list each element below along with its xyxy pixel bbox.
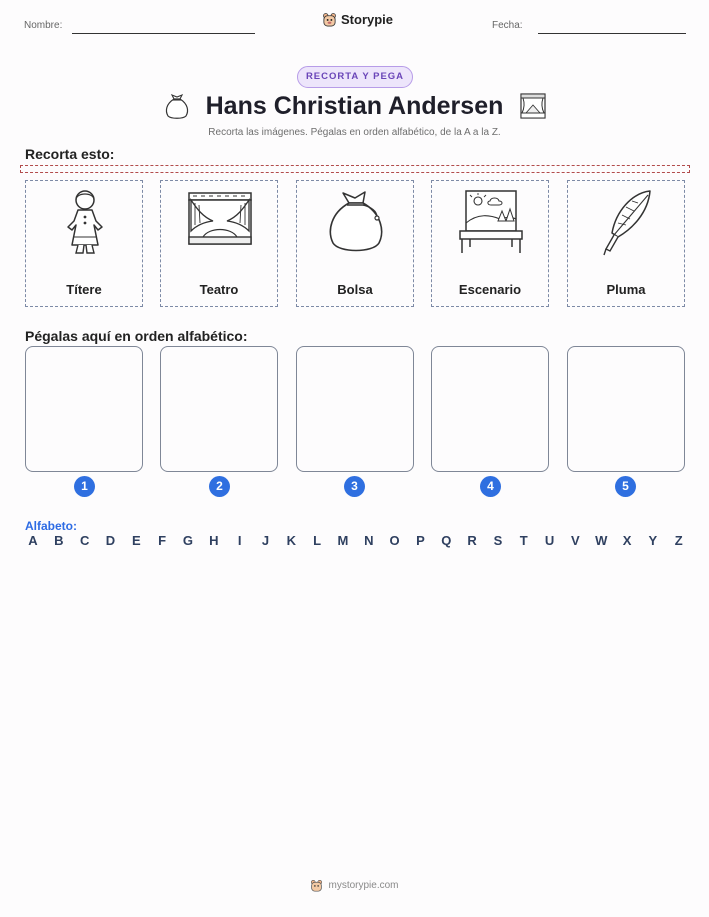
alphabet-letter: Q bbox=[441, 533, 452, 548]
alphabet-letter: E bbox=[131, 533, 141, 548]
number-badge-4: 4 bbox=[480, 476, 501, 497]
alphabet-letter: Y bbox=[648, 533, 658, 548]
cut-card-theater[interactable] bbox=[160, 180, 278, 307]
alphabet-letter: C bbox=[79, 533, 90, 548]
alphabet-row bbox=[26, 533, 686, 548]
alphabet-letter: M bbox=[337, 533, 349, 548]
paste-box-4[interactable] bbox=[431, 346, 549, 472]
brand-logo bbox=[322, 12, 393, 27]
alphabet-letter: F bbox=[158, 533, 167, 548]
alphabet-letter: G bbox=[182, 533, 194, 548]
alphabet-letter: J bbox=[261, 533, 270, 548]
number-badge-1: 1 bbox=[74, 476, 95, 497]
activity-badge: RECORTA Y PEGA bbox=[297, 66, 413, 88]
paste-box-1[interactable] bbox=[25, 346, 143, 472]
brand-name: Storypie bbox=[341, 12, 394, 27]
number-badge-3: 3 bbox=[344, 476, 365, 497]
storypie-logo-icon bbox=[310, 879, 323, 892]
name-line[interactable] bbox=[72, 33, 255, 34]
number-badge-5: 5 bbox=[615, 476, 636, 497]
alphabet-letter: D bbox=[105, 533, 116, 548]
instructions: Recorta las imágenes. Pégalas en orden alfabético, de la A a la Z. bbox=[208, 127, 501, 138]
cut-card-quill[interactable] bbox=[567, 180, 685, 307]
alphabet-letter: X bbox=[622, 533, 632, 548]
alphabet-letter: L bbox=[313, 533, 322, 548]
alphabet-letter: W bbox=[595, 533, 608, 548]
window-icon bbox=[518, 91, 548, 121]
stage-icon bbox=[456, 187, 526, 259]
alphabet-label: Alfabeto: bbox=[25, 519, 77, 533]
alphabet-letter: A bbox=[28, 533, 38, 548]
alphabet-letter: N bbox=[364, 533, 374, 548]
alphabet-letter: S bbox=[493, 533, 503, 548]
paste-box-3[interactable] bbox=[296, 346, 414, 472]
cut-section-label: Recorta esto: bbox=[25, 146, 115, 162]
alphabet-letter: H bbox=[209, 533, 219, 548]
alphabet-letter: R bbox=[467, 533, 477, 548]
card-label: Teatro bbox=[199, 282, 239, 297]
paste-section-label: Pégalas aquí en orden alfabético: bbox=[25, 328, 248, 344]
footer-url[interactable]: mystorypie.com bbox=[328, 880, 399, 891]
alphabet-letter: K bbox=[286, 533, 296, 548]
card-label: Pluma bbox=[606, 282, 646, 297]
cut-card-stage[interactable] bbox=[431, 180, 549, 307]
cut-card-bag[interactable] bbox=[296, 180, 414, 307]
date-line[interactable] bbox=[538, 33, 686, 34]
quill-icon bbox=[592, 187, 662, 259]
alphabet-letter: V bbox=[571, 533, 580, 548]
paste-box-2[interactable] bbox=[160, 346, 278, 472]
card-label: Títere bbox=[66, 282, 102, 297]
alphabet-letter: O bbox=[389, 533, 400, 548]
alphabet-letter: P bbox=[416, 533, 425, 548]
date-label: Fecha: bbox=[492, 20, 523, 31]
theater-icon bbox=[185, 187, 255, 259]
card-label: Escenario bbox=[458, 282, 522, 297]
alphabet-letter: U bbox=[544, 533, 555, 548]
bag-icon bbox=[321, 187, 391, 259]
paste-box-5[interactable] bbox=[567, 346, 685, 472]
cut-card-puppet[interactable] bbox=[25, 180, 143, 307]
name-label: Nombre: bbox=[24, 20, 63, 31]
alphabet-letter: T bbox=[519, 533, 528, 548]
page-title: Hans Christian Andersen bbox=[205, 92, 504, 120]
card-label: Bolsa bbox=[337, 282, 373, 297]
puppet-icon bbox=[50, 187, 120, 259]
cut-line bbox=[20, 165, 690, 173]
alphabet-letter: B bbox=[54, 533, 64, 548]
number-badge-2: 2 bbox=[209, 476, 230, 497]
alphabet-letter: Z bbox=[674, 533, 683, 548]
storypie-logo-icon bbox=[322, 12, 337, 27]
alphabet-letter: I bbox=[237, 533, 242, 548]
footer bbox=[0, 879, 709, 892]
